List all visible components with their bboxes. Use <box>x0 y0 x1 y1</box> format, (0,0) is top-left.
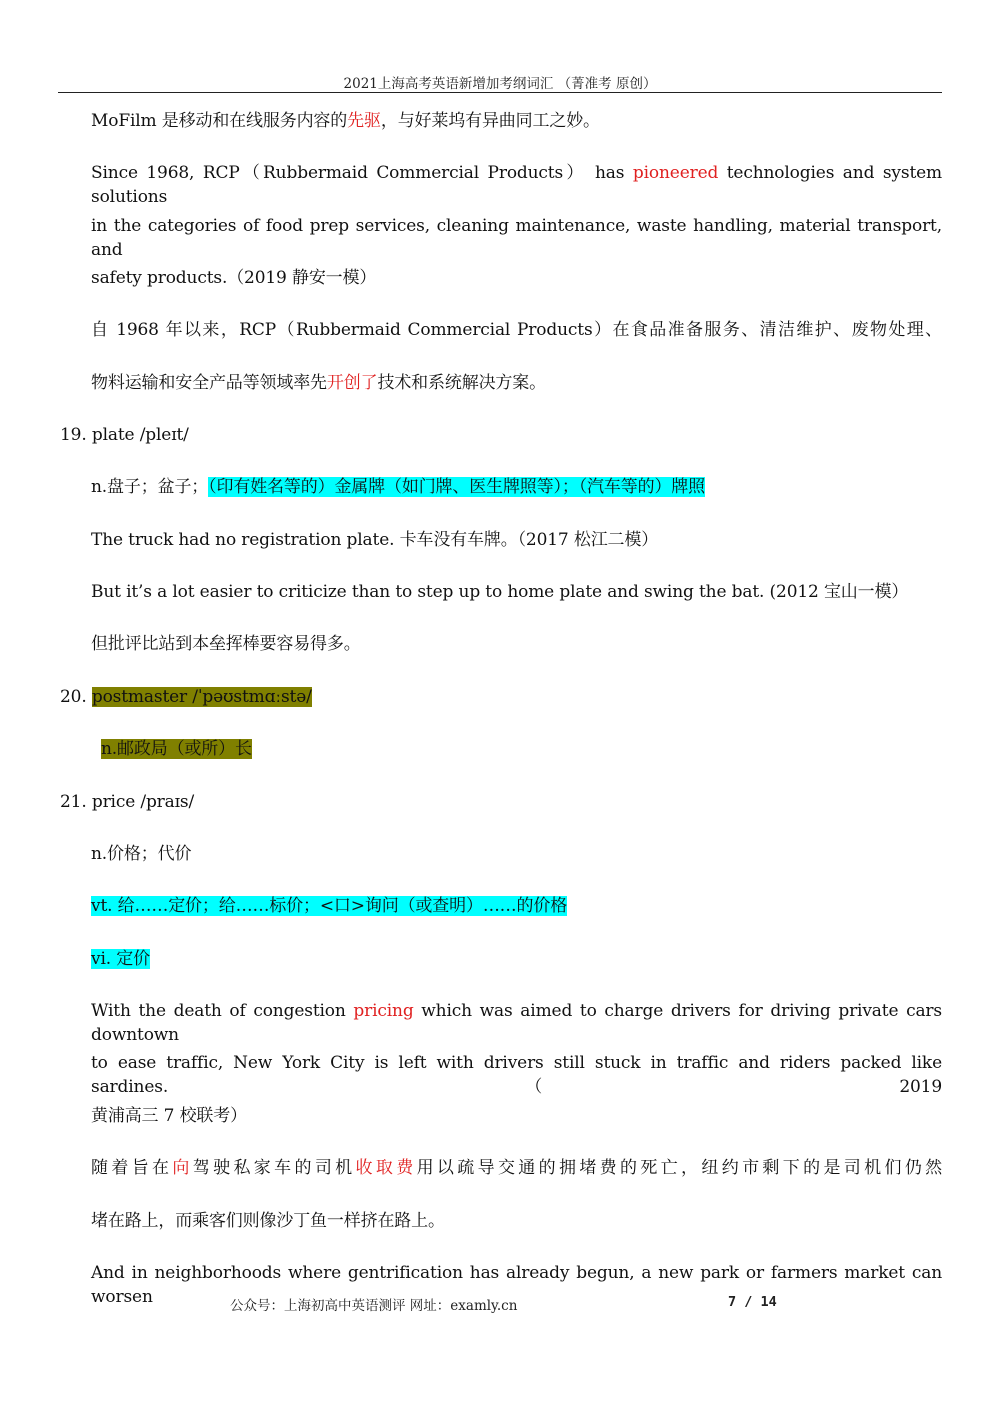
entry-19-definition <box>91 475 942 499</box>
entry-20-definition <box>101 737 942 761</box>
text: Since 1968, RCP（Rubbermaid Commercial Products） has <box>91 163 633 183</box>
entry-21-definition-vt <box>91 894 942 918</box>
header-divider <box>58 92 942 93</box>
page-header: 2021上海高考英语新增加考纲词汇 （菁准考 原创） <box>343 76 657 92</box>
example-en-rcp-2: in the categories of food prep services, cleaning maintenance, waste handling, material transport, and <box>91 216 942 260</box>
entry-21-example-2: to ease traffic, New York City is left with drivers still stuck in traffic and riders packed like sardines.（2019 <box>91 1053 942 1097</box>
text: which was aimed to charge drivers for driving private cars downtown <box>91 1001 942 1045</box>
entry-21-headword: 21. price /praɪs/ <box>60 792 195 812</box>
text: MoFilm 是移动和在线服务内容的 <box>91 111 348 131</box>
example-zh-rcp-1: 自 1968 年以来，RCP（Rubbermaid Commercial Products）在食品准备服务、清洁维护、废物处理、 <box>91 320 942 340</box>
text: 随着旨在 <box>91 1158 173 1178</box>
entry-21-definition-vi <box>91 947 942 971</box>
example-zh-mofilm <box>91 109 942 133</box>
page-footer: 公众号：上海初高中英语测评 网址：examly.cn <box>230 1298 518 1314</box>
highlight-red: 收取费 <box>355 1158 417 1178</box>
highlight-cyan: vt. 给……定价；给……标价；<口>询问（或查明）……的价格 <box>91 896 568 916</box>
highlight-red: pricing <box>353 1001 414 1021</box>
text: ，与好莱坞有异曲同工之妙。 <box>380 111 600 131</box>
text: technologies and system solutions <box>91 163 943 207</box>
highlight-red: 开创了 <box>326 373 378 393</box>
highlight-red: pioneered <box>632 163 719 183</box>
page-number: 7 / 14 <box>728 1294 777 1310</box>
entry-19-example-1: The truck had no registration plate. 卡车没有车牌。（2017 松江二模） <box>91 530 659 550</box>
highlight-cyan: （印有姓名等的）金属牌（如门牌、医生牌照等）；（汽车等的）牌照 <box>208 477 706 497</box>
entry-19-example-2: But it’s a lot easier to criticize than to step up to home plate and swing the bat. (2012 宝山一模） <box>91 582 909 602</box>
entry-21-example-3: 黄浦高三 7 校联考） <box>91 1106 247 1126</box>
example-en-rcp-3: safety products.（2019 静安一模） <box>91 268 377 288</box>
entry-21-example-zh-2: 堵在路上，而乘客们则像沙丁鱼一样挤在路上。 <box>91 1211 445 1231</box>
entry-21-definition-noun: n.价格；代价 <box>91 844 192 864</box>
entry-21-example-zh-1 <box>91 1156 942 1180</box>
entry-19-example-2-zh: 但批评比站到本垒挥棒要容易得多。 <box>91 634 361 654</box>
text: 物料运输和安全产品等领域率先 <box>91 373 327 393</box>
entry-20-headword <box>60 685 942 709</box>
example-en-rcp-1 <box>91 161 942 209</box>
highlight-olive: postmaster /ˈpəʊstmɑːstə/ <box>91 687 312 707</box>
entry-number: 20. <box>60 687 92 707</box>
text: n.盘子；盆子； <box>91 477 209 497</box>
entry-21-example-4: And in neighborhoods where gentrification has already begun, a new park or farmers market can worsen <box>91 1263 942 1307</box>
entry-19-headword: 19. plate /pleɪt/ <box>60 425 189 445</box>
text: 用以疏导交通的拥堵费的死亡，纽约市剩下的是司机们仍然 <box>416 1158 943 1178</box>
example-zh-rcp-2 <box>91 371 942 395</box>
text: With the death of congestion <box>91 1001 354 1021</box>
text: 驾驶私家车的司机 <box>192 1158 356 1178</box>
highlight-red: 向 <box>172 1158 193 1178</box>
text: 技术和系统解决方案。 <box>377 373 546 393</box>
entry-21-example-1 <box>91 999 942 1047</box>
highlight-olive: n.邮政局（或所）长 <box>101 739 252 759</box>
highlight-cyan: vi. 定价 <box>91 949 150 969</box>
highlight-red: 先驱 <box>347 111 381 131</box>
